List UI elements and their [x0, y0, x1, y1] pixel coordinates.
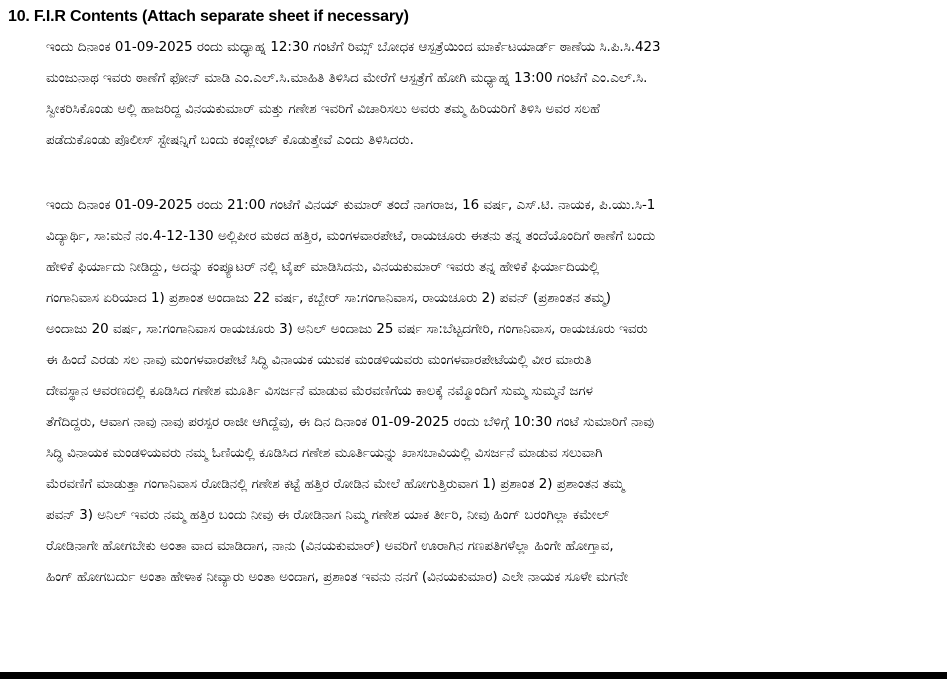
text-line: ವಿದ್ಯಾರ್ಥಿ, ಸಾ:ಮನೆ ನಂ.4-12-130 ಅಲ್ಲಿಪೀರ ಮಠದ ಹತ್ತಿರ, ಮಂಗಳವಾರಪೇಟೆ, ರಾಯಚೂರು ಈತನು ತನ್ನ ತಂದೆಯೊಂದಿಗೆ ಠಾಣೆಗೆ ಬಂದು: [46, 229, 656, 244]
text-line: ಗಂಗಾನಿವಾಸ ಏರಿಯಾದ 1) ಪ್ರಶಾಂತ ಅಂದಾಜು 22 ವರ್ಷ, ಕಬ್ಬೇರ್ ಸಾ:ಗಂಗಾನಿವಾಸ, ರಾಯಚೂರು 2) ಪವನ್ (ಪ್ರಶಾಂತನ ತಮ್ಮ): [46, 291, 611, 306]
text-line: ಇಂದು ದಿನಾಂಕ 01-09-2025 ರಂದು 21:00 ಗಂಟೆಗೆ ವಿನಯ್ ಕುಮಾರ್ ತಂದೆ ನಾಗರಾಜ, 16 ವರ್ಷ, ಎಸ್.ಟಿ. ನಾಯಕ, ಪಿ.ಯು.ಸಿ-1: [46, 198, 656, 213]
section-heading: 10. F.I.R Contents (Attach separate sheet if necessary): [8, 8, 409, 25]
text-line: ಸ್ವೀಕರಿಸಿಕೊಂಡು ಅಲ್ಲಿ ಹಾಜರಿದ್ದ ವಿನಯಕುಮಾರ್ ಮತ್ತು ಗಣೇಶ ಇವರಿಗೆ ವಿಚಾರಿಸಲು ಅವರು ತಮ್ಮ ಹಿರಿಯರಿಗೆ ತಿಳಿಸಿ ಅವರ ಸಲಹೆ: [46, 102, 600, 117]
text-line: ಪವನ್ 3) ಅನಿಲ್ ಇವರು ನಮ್ಮ ಹತ್ತಿರ ಬಂದು ನೀವು ಈ ರೋಡಿನಾಗ ನಿಮ್ಮ ಗಣೇಶ ಯಾಕ ರ್ತೀರಿ, ನೀವು ಹಿಂಗ್ ಬರಂಗಿಲ್ಲಾ ಕಮೇಲ್: [46, 508, 610, 523]
text-line: ಅಂದಾಜು 20 ವರ್ಷ, ಸಾ:ಗಂಗಾನಿವಾಸ ರಾಯಚೂರು 3) ಅನಿಲ್ ಅಂದಾಜು 25 ವರ್ಷ ಸಾ:ಬೆಟ್ಟದಗೇರಿ, ಗಂಗಾನಿವಾಸ, ರಾಯಚೂರು ಇವರು: [46, 322, 648, 337]
text-line: ತೆಗೆದಿದ್ದರು, ಆವಾಗ ನಾವು ನಾವು ಪರಸ್ಪರ ರಾಜೀ ಆಗಿದ್ದೆವು, ಈ ದಿನ ದಿನಾಂಕ 01-09-2025 ರಂದು ಬೆಳಿಗ್ಗೆ 10:30 ಗಂಟೆ ಸುಮಾರಿಗೆ ನಾವು: [46, 415, 655, 430]
text-line: ಮೆರವಣಿಗೆ ಮಾಡುತ್ತಾ ಗಂಗಾನಿವಾಸ ರೋಡಿನಲ್ಲಿ ಗಣೇಶ ಕಟ್ಟೆ ಹತ್ತಿರ ರೋಡಿನ ಮೇಲೆ ಹೋಗುತ್ತಿರುವಾಗ 1) ಪ್ರಶಾಂತ 2) ಪ್ರಶಾಂತನ ತಮ್ಮ: [46, 477, 625, 492]
text-line: ಈ ಹಿಂದೆ ಎರಡು ಸಲ ನಾವು ಮಂಗಳವಾರಪೇಟೆ ಸಿದ್ಧಿ ವಿನಾಯಕ ಯುವಕ ಮಂಡಳಿಯವರು ಮಂಗಳವಾರಪೇಟೆಯಲ್ಲಿ ವೀರ ಮಾರುತಿ: [46, 353, 592, 368]
text-line: ರೋಡಿನಾಗೇ ಹೋಗಬೇಕು ಅಂತಾ ವಾದ ಮಾಡಿದಾಗ, ನಾನು (ವಿನಯಕುಮಾರ್) ಅವರಿಗೆ ಊರಾಗಿನ ಗಣಪತಿಗಳೆಲ್ಲಾ ಹಿಂಗೇ ಹೋಗ್ತಾವ,: [46, 539, 614, 554]
paragraph-1: [46, 32, 936, 156]
text-line: ಪಡೆದುಕೊಂಡು ಪೊಲೀಸ್ ಸ್ಟೇಷನ್ನಿಗೆ ಬಂದು ಕಂಪ್ಲೇಂಟ್ ಕೊಡುತ್ತೇವೆ ಎಂದು ತಿಳಿಸಿದರು.: [46, 133, 414, 148]
text-line: ಮಂಜುನಾಥ ಇವರು ಠಾಣೆಗೆ ಫೋನ್ ಮಾಡಿ ಎಂ.ಎಲ್.ಸಿ.ಮಾಹಿತಿ ತಿಳಿಸಿದ ಮೇರೆಗೆ ಆಸ್ಪತ್ರೆಗೆ ಹೋಗಿ ಮಧ್ಯಾಹ್ನ 13:00 ಗಂಟೆಗೆ ಎಂ.ಎಲ್.ಸಿ.: [46, 71, 648, 86]
text-line: ಇಂದು ದಿನಾಂಕ 01-09-2025 ರಂದು ಮಧ್ಯಾಹ್ನ 12:30 ಗಂಟೆಗೆ ರಿಮ್ಸ್ ಬೋಧಕ ಆಸ್ಪತ್ರೆಯಿಂದ ಮಾರ್ಕೆಟಯಾರ್ಡ್ ಠಾಣೆಯ ಸಿ.ಪಿ.ಸಿ.423: [46, 40, 661, 55]
paragraph-2: [46, 190, 936, 593]
text-line: ಸಿದ್ಧಿ ವಿನಾಯಕ ಮಂಡಳಿಯವರು ನಮ್ಮ ಓಣಿಯಲ್ಲಿ ಕೂಡಿಸಿದ ಗಣೇಶ ಮೂರ್ತಿಯನ್ನು ಖಾಸಬಾವಿಯಲ್ಲಿ ವಿಸರ್ಜನೆ ಮಾಡುವ ಸಲುವಾಗಿ: [46, 446, 603, 461]
text-line: ಹಿಂಗ್ ಹೋಗಬರ್ದು ಅಂತಾ ಹೇಳಾಕ ನೀವ್ಯಾರು ಅಂತಾ ಅಂದಾಗ, ಪ್ರಶಾಂತ ಇವನು ನನಗೆ (ವಿನಯಕುಮಾರ) ಎಲೇ ನಾಯಕ ಸೂಳೇ ಮಗನೇ: [46, 570, 628, 585]
text-line: ದೇವಸ್ಥಾನ ಆವರಣದಲ್ಲಿ ಕೂಡಿಸಿದ ಗಣೇಶ ಮೂರ್ತಿ ವಿಸರ್ಜನೆ ಮಾಡುವ ಮೆರವಣಿಗೆಯ ಕಾಲಕ್ಕೆ ನಮ್ಮೊಂದಿಗೆ ಸುಮ್ಮ ಸುಮ್ಮನೆ ಜಗಳ: [46, 384, 593, 399]
text-line: ಹೇಳಿಕೆ ಫಿರ್ಯಾದು ನೀಡಿದ್ದು, ಅದನ್ನು ಕಂಪ್ಯೂಟರ್ ನಲ್ಲಿ ಟೈಪ್ ಮಾಡಿಸಿದನು, ವಿನಯಕುಮಾರ್ ಇವರು ತನ್ನ ಹೇಳಿಕೆ ಫಿರ್ಯಾದಿಯಲ್ಲಿ: [46, 260, 600, 275]
bottom-rule: [0, 672, 947, 679]
